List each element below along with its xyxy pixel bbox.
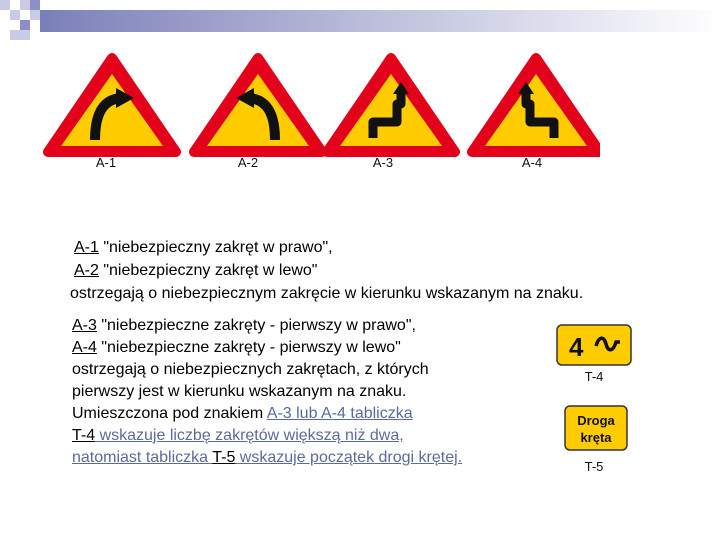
- link-t4[interactable]: T-4: [72, 427, 96, 444]
- para2-line7: natomiast tabliczka T-5 wskazuje początek drogi krętej.: [72, 449, 463, 466]
- para2-line5: Umieszczona pod znakiem A-3 lub A-4 tabliczka: [72, 405, 413, 422]
- corner-decoration: [0, 0, 720, 48]
- sign-a2: [194, 58, 322, 152]
- sign-label-a2: A-2: [237, 155, 259, 170]
- code-a1: A-1: [74, 239, 99, 256]
- link-a3-a4[interactable]: A-3 lub A-4 tabliczka: [266, 405, 413, 422]
- para1-line1: A-1 "niebezpieczny zakręt w prawo",: [74, 239, 333, 256]
- code-a4: A-4: [72, 339, 97, 356]
- para2-line3: ostrzegają o niebezpiecznych zakrętach, z których: [72, 361, 429, 378]
- code-a3: A-3: [72, 317, 97, 334]
- sign-label-a3: A-3: [372, 155, 394, 170]
- plate-t4: [556, 324, 632, 366]
- para1-line2: A-2 "niebezpieczny zakręt w lewo": [74, 262, 318, 279]
- t4-number: 4: [569, 332, 584, 362]
- para1-line3: ostrzegają o niebezpiecznym zakręcie w kierunku wskazanym na znaku.: [70, 285, 584, 302]
- t5-line2: kręta: [580, 430, 612, 445]
- link-t5[interactable]: T-5: [212, 449, 236, 466]
- code-a2: A-2: [74, 262, 99, 279]
- t5-line1: Droga: [577, 413, 615, 428]
- sign-a3: [327, 58, 455, 152]
- plate-t5: [564, 405, 628, 451]
- sign-a4: [472, 58, 600, 152]
- plate-label-t4: T-4: [584, 369, 604, 384]
- para2-line4: pierwszy jest w kierunku wskazanym na znaku.: [72, 383, 407, 400]
- para2-line6: T-4 wskazuje liczbę zakrętów większą niż dwa,: [72, 427, 404, 444]
- para2-line2: A-4 "niebezpieczne zakręty - pierwszy w lewo": [72, 339, 401, 356]
- sign-label-a1: A-1: [95, 155, 117, 170]
- sign-a1: [48, 58, 176, 152]
- sign-label-a4: A-4: [521, 155, 543, 170]
- plate-label-t5: T-5: [584, 459, 604, 474]
- para2-line1: A-3 "niebezpieczne zakręty - pierwszy w prawo",: [72, 317, 416, 334]
